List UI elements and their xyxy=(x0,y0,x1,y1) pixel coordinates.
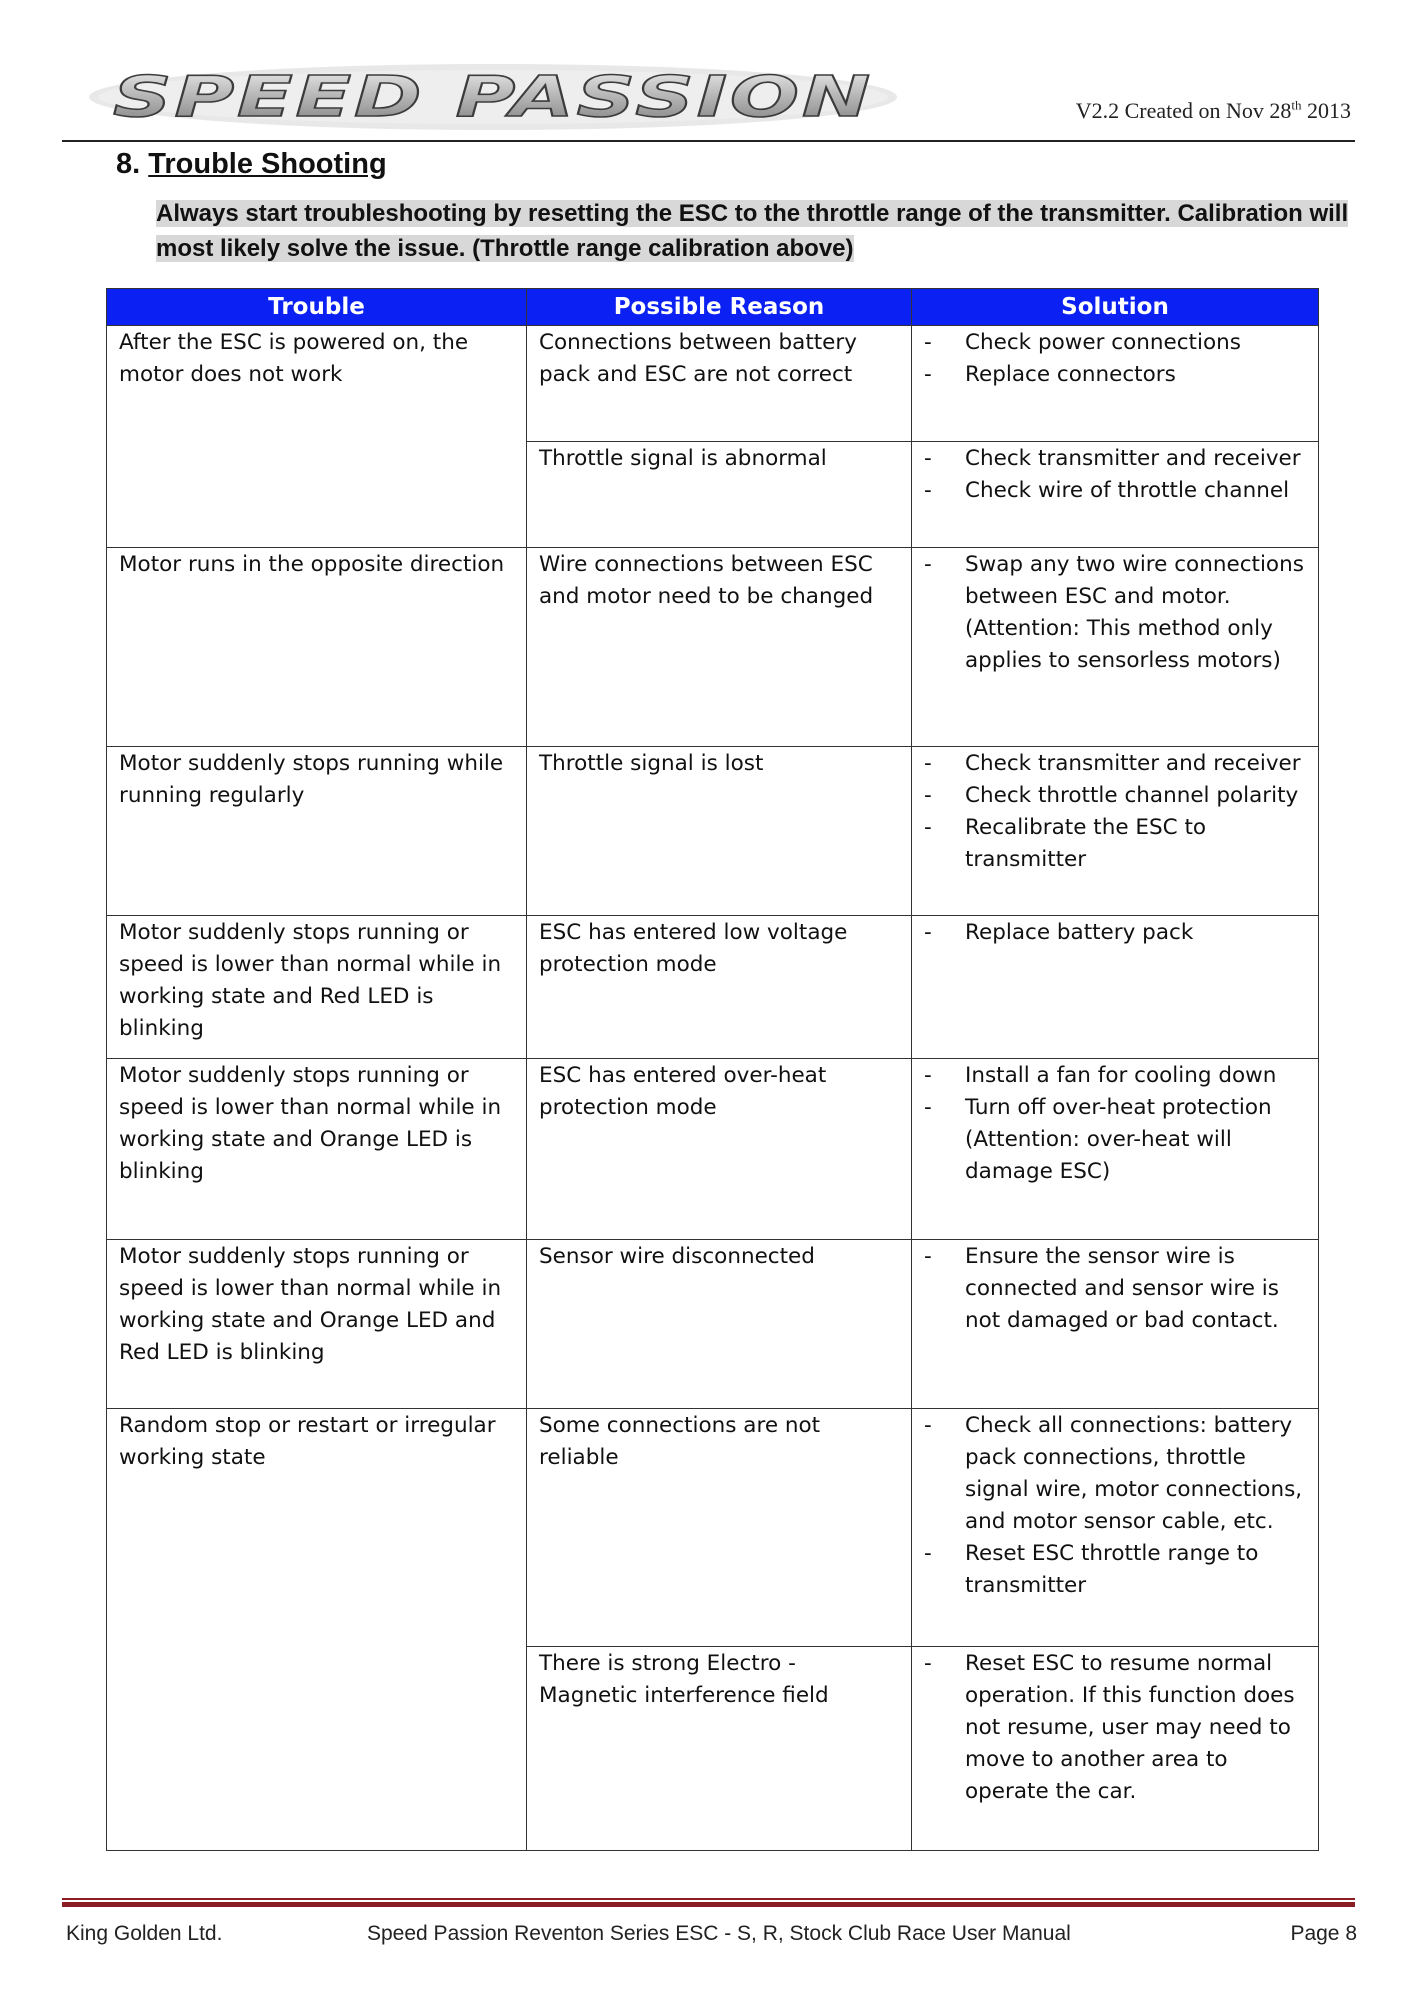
solution-cell xyxy=(912,1409,1319,1647)
solution-item: - Reset ESC throttle range to transmitter xyxy=(924,1538,1306,1602)
reason-cell: There is strong Electro - Magnetic interference field xyxy=(527,1647,912,1851)
intro-text: Always start troubleshooting by resetting the ESC to the throttle range of the transmitter. Calibration will most likely solve the issue. (Throttle range calibration above) xyxy=(156,200,1349,262)
table-row xyxy=(107,916,1319,1059)
trouble-cell: Motor suddenly stops running or speed is lower than normal while in working state and Orange LED is blinking xyxy=(107,1059,527,1240)
reason-cell: Sensor wire disconnected xyxy=(527,1240,912,1409)
solution-item: - Check transmitter and receiver xyxy=(924,443,1306,475)
trouble-cell: Motor suddenly stops running while running regularly xyxy=(107,747,527,916)
solution-item: - Check power connections xyxy=(924,327,1306,359)
solution-item: - Check throttle channel polarity xyxy=(924,780,1306,812)
reason-cell: Throttle signal is lost xyxy=(527,747,912,916)
solution-item: - Reset ESC to resume normal operation. If this function does not resume, user may need to move to another area to operate the car. xyxy=(924,1648,1306,1808)
solution-item: - Check transmitter and receiver xyxy=(924,748,1306,780)
header-trouble: Trouble xyxy=(107,289,527,326)
footer-page-number: Page 8 xyxy=(1290,1922,1357,1945)
table-row xyxy=(107,326,1319,442)
solution-cell xyxy=(912,326,1319,442)
solution-item: - Ensure the sensor wire is connected and sensor wire is not damaged or bad contact. xyxy=(924,1241,1306,1337)
solution-cell xyxy=(912,442,1319,548)
logo-graphic xyxy=(88,62,898,132)
footer-manual-title: Speed Passion Reventon Series ESC - S, R, Stock Club Race User Manual xyxy=(367,1922,1071,1945)
trouble-cell: After the ESC is powered on, the motor does not work xyxy=(107,326,527,548)
intro-note xyxy=(156,196,1356,266)
solution-item: - Swap any two wire connections between ESC and motor.(Attention: This method only applies to sensorless motors) xyxy=(924,549,1306,677)
table-row xyxy=(107,548,1319,747)
table-header-row xyxy=(107,289,1319,326)
trouble-cell: Motor runs in the opposite direction xyxy=(107,548,527,747)
reason-cell: Connections between battery pack and ESC are not correct xyxy=(527,326,912,442)
footer-divider xyxy=(62,1898,1355,1907)
solution-item: - Check wire of throttle channel xyxy=(924,475,1306,507)
version-prefix: V2.2 Created on Nov 28 xyxy=(1075,98,1292,123)
section-heading xyxy=(116,148,387,181)
solution-item: - Replace connectors xyxy=(924,359,1306,391)
speed-passion-logo xyxy=(88,62,898,132)
solution-item: - Recalibrate the ESC to transmitter xyxy=(924,812,1306,876)
header-divider xyxy=(62,140,1355,142)
solution-cell xyxy=(912,747,1319,916)
trouble-cell: Motor suddenly stops running or speed is lower than normal while in working state and Orange LED and Red LED is blinking xyxy=(107,1240,527,1409)
reason-cell: Some connections are not reliable xyxy=(527,1409,912,1647)
footer-company: King Golden Ltd. xyxy=(66,1922,223,1945)
header-reason: Possible Reason xyxy=(527,289,912,326)
table-row xyxy=(107,1059,1319,1240)
solution-cell xyxy=(912,1647,1319,1851)
version-suffix: 2013 xyxy=(1301,98,1351,123)
table-row xyxy=(107,1409,1319,1647)
version-info xyxy=(1076,98,1351,124)
solution-item: - Install a fan for cooling down xyxy=(924,1060,1306,1092)
section-title: Trouble Shooting xyxy=(148,148,387,180)
troubleshooting-table xyxy=(106,288,1319,1851)
svg-text:SPEED PASSION: SPEED PASSION xyxy=(113,65,873,130)
table-row xyxy=(107,1240,1319,1409)
trouble-cell: Motor suddenly stops running or speed is lower than normal while in working state and Red LED is blinking xyxy=(107,916,527,1059)
header-solution: Solution xyxy=(912,289,1319,326)
section-number: 8. xyxy=(116,148,141,180)
reason-cell: Wire connections between ESC and motor need to be changed xyxy=(527,548,912,747)
solution-cell xyxy=(912,916,1319,1059)
trouble-cell: Random stop or restart or irregular working state xyxy=(107,1409,527,1851)
solution-cell xyxy=(912,1059,1319,1240)
page-footer xyxy=(66,1922,1357,1952)
solution-cell xyxy=(912,1240,1319,1409)
solution-cell xyxy=(912,548,1319,747)
version-sup: th xyxy=(1291,97,1302,113)
solution-item: - Check all connections: battery pack connections, throttle signal wire, motor connections, and motor sensor cable, etc. xyxy=(924,1410,1306,1538)
solution-item: - Replace battery pack xyxy=(924,917,1306,949)
reason-cell: Throttle signal is abnormal xyxy=(527,442,912,548)
solution-item: - Turn off over-heat protection (Attention: over-heat will damage ESC) xyxy=(924,1092,1306,1188)
reason-cell: ESC has entered low voltage protection mode xyxy=(527,916,912,1059)
reason-cell: ESC has entered over-heat protection mode xyxy=(527,1059,912,1240)
table-row xyxy=(107,747,1319,916)
